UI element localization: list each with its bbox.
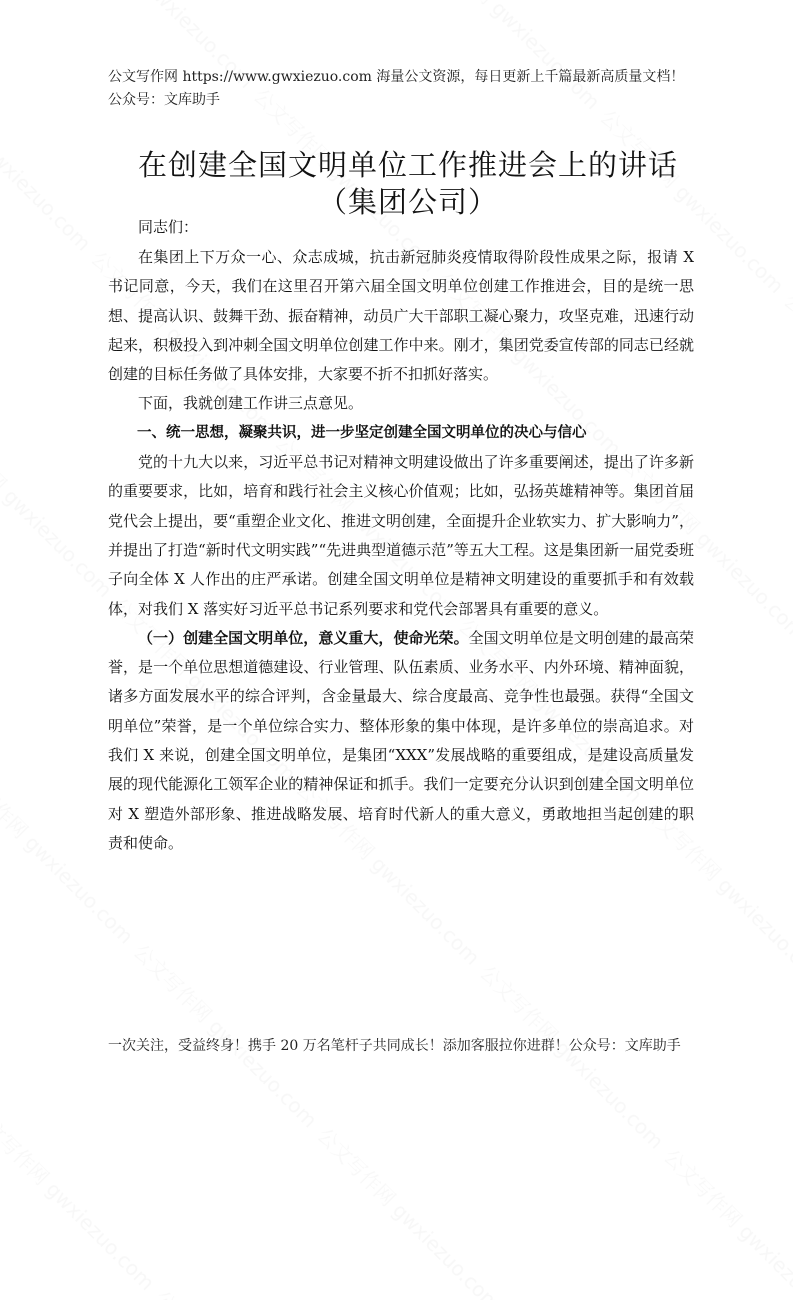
document-title: 在创建全国文明单位工作推进会上的讲话 — [137, 148, 678, 182]
footer-promo: 一次关注，受益终身！携手 20 万名笔杆子共同成长！添加客服拉你进群！公众号：文库助手 — [108, 1038, 681, 1054]
paragraph-section-1: 党的十九大以来，习近平总书记对精神文明建设做出了许多重要阐述，提出了许多新的重要要求，比如，培育和践行社会主义核心价值观；比如，弘扬英雄精神等。集团首届党代会上提出，要“重塑企业文化、推进文明创建，全面提升企业软实力、扩大影响力”，并提出了打造“新时代文明实践”“先进典型道德示范”等五大工程。这是集团新一届党委班子向全体 X 人作出的庄严承诺。创建全国文明单位是精神文明建设的重要抓手和有效载体，对我们 X 落实好习近平总书记系列要求和党代会部署具有重要的意义。 — [108, 453, 694, 618]
paragraph-intro: 在集团上下万众一心、众志成城，抗击新冠肺炎疫情取得阶段性成果之际，报请 X 书记同意，今天，我们在这里召开第六届全国文明单位创建工作推进会，目的是统一思想、提高认识、鼓舞干劲、振奋精神，动员广大干部职工凝心聚力，攻坚克难，迅速行动起来，积极投入到冲刺全国文明单位创建工作中来。刚才，集团党委宣传部的同志已经就创建的目标任务做了具体安排，大家要不折不扣抓好落实。 — [108, 248, 694, 384]
document-subtitle: （集团公司） — [317, 185, 498, 219]
paragraph-outline: 下面，我就创建工作讲三点意见。 — [138, 394, 364, 413]
site-header-banner: 公文写作网 https://www.gwxiezuo.com 海量公文资源，每日更新上千篇最新高质量文档！ 公众号：文库助手 — [108, 69, 685, 108]
subsection-lead: （一）创建全国文明单位，意义重大，使命光荣。 — [138, 628, 469, 647]
paragraph-subsection-1 — [108, 624, 694, 858]
subsection-text: 全国文明单位是文明创建的最高荣誉，是一个单位思想道德建设、行业管理、队伍素质、业务水平、内外环境、精神面貌，诸多方面发展水平的综合评判，含金量最大、综合度最高、竞争性也最强。获得“全国文明单位”荣誉，是一个单位综合实力、整体形象的集中体现，是许多单位的崇高追求。对我们 X 来说，创建全国文明单位，是集团“XXX”发展战略的重要组成，是建设高质量发展的现代能源化工领军企业的精神保证和抓手。我们一定要充分认识到创建全国文明单位对 X 塑造外部形象、推进战略发展、培育时代新人的重大意义，勇敢地担当起创建的职责和使命。 — [108, 628, 694, 852]
speech-body — [108, 243, 694, 858]
salutation: 同志们： — [138, 218, 199, 236]
section-heading-1: 一、统一思想，凝聚共识，进一步坚定创建全国文明单位的决心与信心 — [137, 424, 587, 441]
